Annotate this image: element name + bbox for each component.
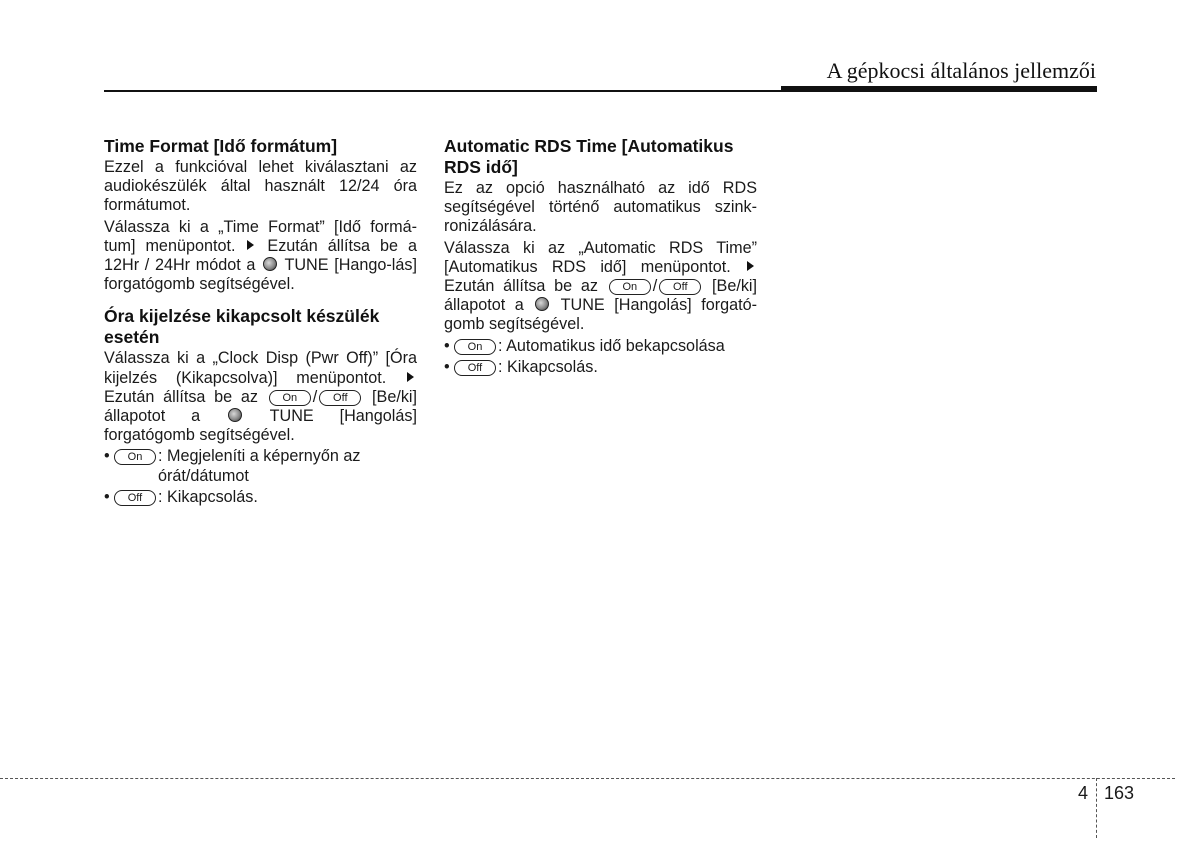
tune-knob-icon (535, 297, 549, 311)
header-rule-accent (781, 86, 1097, 92)
section-heading-clock-disp: Óra kijelzése kikapcsolt készülék esetén (104, 306, 380, 348)
right-column (444, 136, 757, 379)
paragraph: Ezzel a funkcióval lehet kiválasztani az audiokészülék által használt 12/24 óra formátumot. (104, 158, 417, 215)
paragraph: Válassza ki a „Clock Disp (Pwr Off)” [Óra kijelzés (Kikapcsolva)] menüpontot. Ezután állítsa be az On / Off [Be/ki] állapotot a TUNE [Hangolás] forgatógomb segítségével. (104, 349, 418, 445)
chapter-number: 4 (1078, 783, 1089, 803)
list-item: • Off : Kikapcsolás. (444, 357, 598, 376)
paragraph: Válassza ki az „Automatic RDS Time” [Automatikus RDS idő] menüpontot. Ezután állítsa be az On / Off [Be/ki] állapotot a TUNE [Hangolás] forgató-gomb segítségével. (444, 238, 758, 334)
page-header-title: A gépkocsi általános jellemzői (826, 58, 1096, 83)
arrow-right-icon (407, 372, 414, 382)
paragraph: Válassza ki a „Time Format” [Idő formá-tum] menüpontot. Ezután állítsa be a 12Hr / 24Hr módot a TUNE [Hango-lás] forgatógomb segítségével. (104, 217, 417, 294)
footer-dashed-rule (0, 778, 1175, 779)
section-heading-time-format: Time Format [Idő formátum] (104, 136, 338, 156)
off-button-icon: Off (114, 490, 156, 506)
on-button-icon: On (609, 279, 651, 295)
section-heading-auto-rds: Automatic RDS Time [Automatikus RDS idő] (444, 136, 734, 177)
footer-dashed-divider (1096, 778, 1097, 838)
list-item: • On : Automatikus idő bekapcsolása (444, 336, 725, 355)
off-button-icon: Off (319, 390, 361, 406)
off-button-icon: Off (454, 360, 496, 376)
arrow-right-icon (247, 240, 254, 250)
left-column (104, 136, 417, 509)
paragraph: Ez az opció használható az idő RDS segítségével történő automatikus szink-ronizálására. (444, 179, 757, 236)
on-button-icon: On (454, 339, 496, 355)
tune-knob-icon (228, 408, 242, 422)
list-item: • Off : Kikapcsolás. (104, 487, 258, 506)
off-button-icon: Off (659, 279, 701, 295)
list-item: • On : Megjeleníti a képernyőn az órát/dátumot (104, 447, 361, 485)
on-button-icon: On (269, 390, 311, 406)
on-button-icon: On (114, 449, 156, 465)
tune-knob-icon (263, 257, 277, 271)
arrow-right-icon (747, 261, 754, 271)
page-number: 163 (1104, 783, 1135, 803)
